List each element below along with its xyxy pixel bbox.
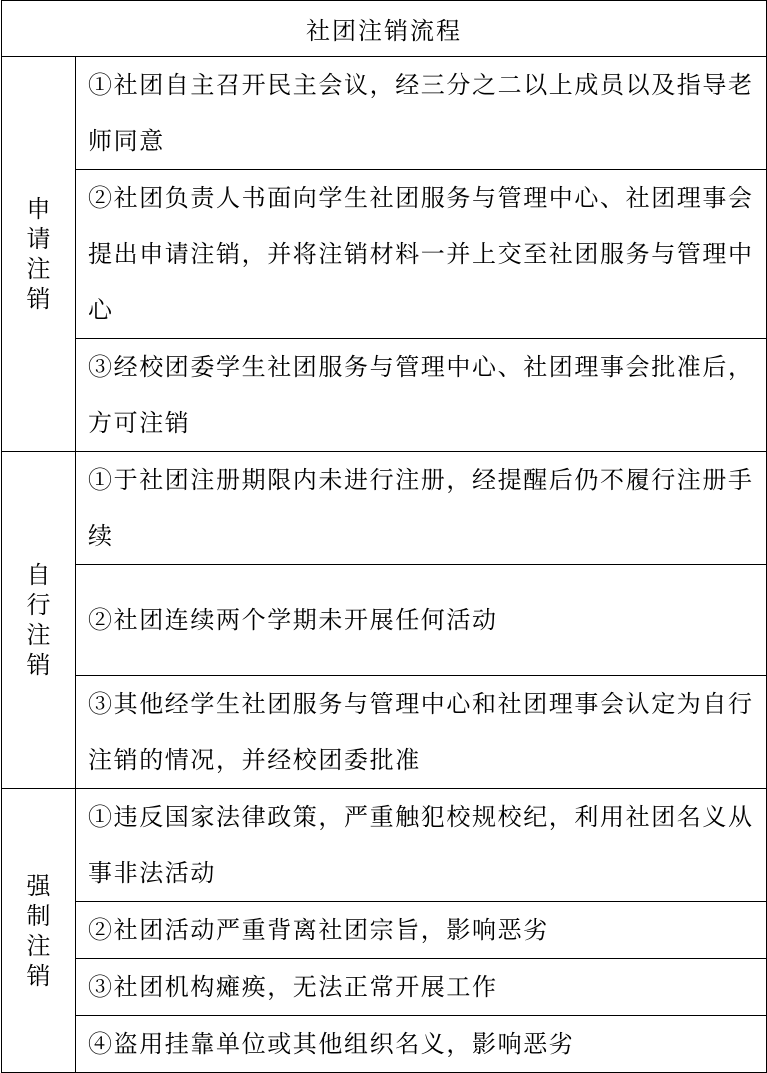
deregistration-process-table (1, 0, 767, 1073)
category-label: 申请注销 (26, 195, 51, 313)
category-label: 自行注销 (26, 561, 51, 679)
table-title: 社团注销流程 (2, 1, 767, 57)
table-row (2, 959, 767, 1016)
item-cell: ①于社团注册期限内未进行注册，经提醒后仍不履行注册手续 (76, 452, 767, 565)
title-row (2, 1, 767, 57)
table-row (2, 565, 767, 676)
item-cell: ③社团机构瘫痪，无法正常开展工作 (76, 959, 767, 1016)
table-row (2, 452, 767, 565)
item-cell: ①违反国家法律政策，严重触犯校规校纪，利用社团名义从事非法活动 (76, 789, 767, 902)
table-row (2, 57, 767, 170)
category-cell-self (2, 452, 76, 789)
category-cell-forced (2, 789, 76, 1073)
item-cell: ③经校团委学生社团服务与管理中心、社团理事会批准后，方可注销 (76, 339, 767, 452)
item-cell: ②社团负责人书面向学生社团服务与管理中心、社团理事会提出申请注销，并将注销材料一并上交至社团服务与管理中心 (76, 170, 767, 339)
category-cell-apply (2, 57, 76, 452)
table-row (2, 1016, 767, 1073)
table-row (2, 902, 767, 959)
table-row (2, 339, 767, 452)
table-row (2, 676, 767, 789)
item-cell: ③其他经学生社团服务与管理中心和社团理事会认定为自行注销的情况，并经校团委批准 (76, 676, 767, 789)
table-row (2, 170, 767, 339)
item-cell: ①社团自主召开民主会议，经三分之二以上成员以及指导老师同意 (76, 57, 767, 170)
item-cell: ②社团连续两个学期未开展任何活动 (76, 565, 767, 676)
category-label: 强制注销 (26, 871, 51, 990)
table-row (2, 789, 767, 902)
item-cell: ④盗用挂靠单位或其他组织名义，影响恶劣 (76, 1016, 767, 1073)
item-cell: ②社团活动严重背离社团宗旨，影响恶劣 (76, 902, 767, 959)
